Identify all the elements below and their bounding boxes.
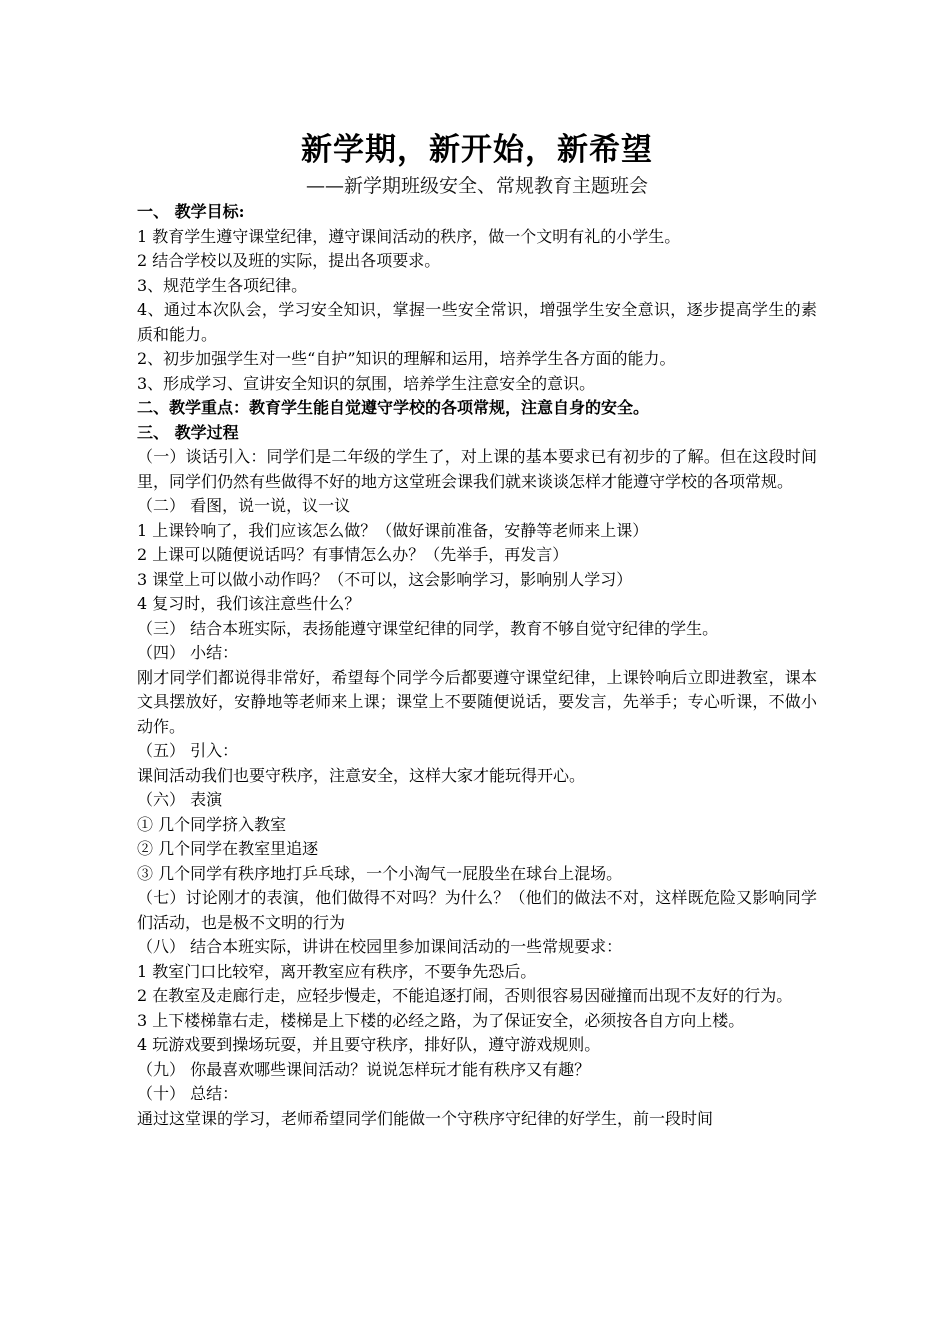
body-paragraph: （一）谈话引入：同学们是二年级的学生了，对上课的基本要求已有初步的了解。但在这段时间里，同学们仍然有些做得不好的地方这堂班会课我们就来谈谈怎样才能遵守学校的各项常规。 [137, 447, 817, 491]
body-paragraph: （七）讨论刚才的表演，他们做得不对吗？为什么？（他们的做法不对，这样既危险又影响同学们活动，也是极不文明的行为 [137, 888, 817, 932]
body-paragraph: 4、通过本次队会，学习安全知识，掌握一些安全常识，增强学生安全意识，逐步提高学生的素质和能力。 [137, 300, 817, 344]
body-paragraph: （六） 表演 [137, 790, 223, 809]
body-paragraph: ② 几个同学在教室里追逐 [137, 839, 319, 858]
body-paragraph: 课间活动我们也要守秩序，注意安全，这样大家才能玩得开心。 [137, 765, 586, 785]
body-paragraph: （十） 总结： [137, 1084, 239, 1103]
body-paragraph: （五） 引入： [137, 741, 239, 760]
body-paragraph: 刚才同学们都说得非常好，希望每个同学今后都要遵守课堂纪律，上课铃响后立即进教室，课本文具摆放好，安静地等老师来上课；课堂上不要随便说话，要发言，先举手；专心听课，不做小动作。 [137, 667, 817, 736]
body-paragraph: 4 玩游戏要到操场玩耍，并且要守秩序，排好队，遵守游戏规则。 [137, 1035, 601, 1054]
body-paragraph: 3 课堂上可以做小动作吗？（不可以，这会影响学习，影响别人学习） [137, 569, 633, 589]
section-heading: 一、 教学目标: [137, 202, 245, 221]
body-paragraph: 3、形成学习、宣讲安全知识的氛围，培养学生注意安全的意识。 [137, 373, 596, 393]
document-subtitle: ——新学期班级安全、常规教育主题班会 [305, 175, 648, 197]
body-paragraph: （四） 小结： [137, 643, 239, 662]
body-paragraph: 通过这堂课的学习，老师希望同学们能做一个守秩序守纪律的好学生，前一段时间 [137, 1108, 714, 1128]
body-paragraph: 2 结合学校以及班的实际，提出各项要求。 [137, 251, 441, 270]
body-paragraph: 2 在教室及走廊行走，应轻步慢走，不能追逐打闹，否则很容易因碰撞而出现不友好的行为。 [137, 986, 793, 1005]
document-page [137, 128, 817, 1131]
body-paragraph: ③ 几个同学有秩序地打乒乓球，一个小淘气一屁股坐在球台上混场。 [137, 863, 623, 883]
body-paragraph: 4 复习时，我们该注意些什么？ [137, 594, 361, 613]
body-paragraph: 1 教育学生遵守课堂纪律，遵守课间活动的秩序，做一个文明有礼的小学生。 [137, 226, 681, 246]
body-paragraph: 2 上课可以随便说话吗？有事情怎么办？（先举手，再发言） [137, 545, 569, 564]
section-heading: 二、教学重点：教育学生能自觉遵守学校的各项常规，注意自身的安全。 [137, 398, 650, 417]
document-title: 新学期，新开始，新希望 [301, 132, 653, 168]
body-paragraph: （二） 看图，说一说，议一议 [137, 496, 351, 515]
body-paragraph: （三） 结合本班实际，表扬能遵守课堂纪律的同学，教育不够自觉守纪律的学生。 [137, 618, 719, 638]
body-paragraph: 1 上课铃响了，我们应该怎么做？（做好课前准备，安静等老师来上课） [137, 520, 649, 540]
body-paragraph: （八） 结合本班实际，讲讲在校园里参加课间活动的一些常规要求： [137, 937, 623, 956]
body-paragraph: 3 上下楼梯靠右走，楼梯是上下楼的必经之路，为了保证安全，必须按各自方向上楼。 [137, 1010, 745, 1030]
section-heading: 三、 教学过程 [137, 422, 239, 442]
body-paragraph: 1 教室门口比较窄，离开教室应有秩序，不要争先恐后。 [137, 961, 537, 981]
body-paragraph: （九） 你最喜欢哪些课间活动？说说怎样玩才能有秩序又有趣？ [137, 1059, 591, 1079]
body-paragraph: 2、初步加强学生对一些“自护”知识的理解和运用，培养学生各方面的能力。 [137, 349, 676, 368]
body-paragraph: ① 几个同学挤入教室 [137, 814, 287, 834]
document-body [137, 200, 817, 1131]
body-paragraph: 3、规范学生各项纪律。 [137, 275, 308, 295]
